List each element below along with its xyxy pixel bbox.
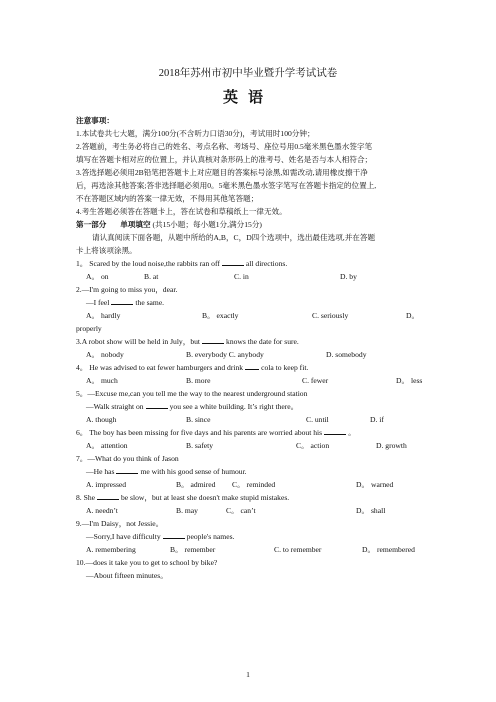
section-name: 单项填空: [120, 220, 151, 229]
answer-blank: [111, 298, 133, 305]
section-info: (共15小题；每小题1分,满分15分): [152, 220, 262, 229]
notice-heading: 注意事项：: [76, 116, 114, 125]
option-d: D。 remembered: [362, 545, 415, 554]
option-c: C. fewer: [302, 376, 329, 385]
notice-item: 后，再选涂其他答案;答非选择题必须用0。5毫米黑色墨水签字笔写在答题卡指定的位置上,: [76, 181, 377, 190]
option-a: A。 nobody: [86, 350, 124, 359]
option-a: A. needn’t: [86, 506, 118, 515]
question-9-reply: —Sorry,I have difficulty people's names.: [86, 532, 235, 541]
option-b-c: B. everybody C. anybody: [186, 350, 264, 359]
option-a: A. impressed: [86, 480, 127, 489]
option-a: A。 much: [86, 376, 118, 385]
option-c: C. until: [306, 415, 329, 424]
option-b: B. safety: [186, 441, 213, 450]
option-b: B. may: [176, 506, 198, 515]
option-b: B。 exactly: [202, 311, 239, 320]
option-d: D。: [406, 311, 420, 320]
notice-item: 2.答题前，考生务必将自己的姓名、考点名称、考场号、座位号用0.5毫米黑色墨水签字笔: [76, 142, 373, 151]
question-6-stem: 6。 The boy has been missing for five days and his parents are worried about his 。: [76, 428, 356, 437]
question-2-stem: 2.—I'm going to miss you，dear.: [76, 285, 178, 294]
subject-title: 英语: [222, 90, 273, 106]
option-b: B。 remember: [170, 545, 216, 554]
option-a: A. though: [86, 415, 117, 424]
question-7-stem: 7。—What do you think of Jason: [76, 454, 179, 463]
part-header: [76, 220, 262, 230]
notice-item: 3.答选择题必须用2B铅笔把答题卡上对应题目的答案标号涂黑,如需改动,请用橡皮擦干净: [76, 168, 368, 177]
question-10-stem: 10.—does it take you to get to school by bike?: [76, 558, 218, 567]
question-9-stem: 9.—I'm Daisy，not Jessie。: [76, 519, 164, 528]
option-b: B. more: [186, 376, 211, 385]
answer-blank: [163, 532, 185, 539]
option-c: C. in: [234, 272, 249, 281]
answer-blank: [222, 259, 244, 266]
option-d: D. if: [370, 415, 384, 424]
option-c: C. seriously: [312, 311, 349, 320]
option-c: C。 can’t: [226, 506, 256, 515]
option-a: A. remembering: [86, 545, 136, 554]
instruction: 请认真阅读下面各题，从题中所给的A,B，C，D四个选项中，选出最佳选项,并在答题: [92, 233, 376, 242]
question-8-stem: 8. She be slow，but at least she doesn't make stupid mistakes.: [76, 493, 290, 502]
instruction: 卡上将该项涂黑。: [76, 246, 137, 255]
option-a: A。 on: [86, 272, 109, 281]
question-10-reply: —About fifteen minutes。: [86, 571, 168, 580]
exam-title: 2018年苏州市初中毕业暨升学考试试卷: [158, 68, 338, 79]
option-d: D。 less: [396, 376, 423, 385]
option-b: B。 admired: [176, 480, 216, 489]
page-number: 1: [246, 670, 250, 679]
option-c: C。 action: [296, 441, 330, 450]
option-b: B. at: [144, 272, 159, 281]
question-7-reply: —He has me with his good sense of humour.: [86, 467, 247, 476]
notice-item: 4.考生答题必须答在答题卡上，答在试卷和草稿纸上一律无效。: [76, 207, 287, 216]
option-c: C。 reminded: [232, 480, 276, 489]
question-5-stem: 5。—Excuse me,can you tell me the way to the nearest underground station: [76, 389, 308, 398]
option-a: A。 hardly: [86, 311, 121, 320]
option-b: B. since: [186, 415, 211, 424]
question-3-stem: 3.A robot show will be held in July，but knows the date for sure.: [76, 337, 299, 346]
option-d: D. growth: [376, 441, 407, 450]
question-5-reply: —Walk straight on you see a white building. It’s right there。: [86, 402, 299, 411]
question-4-stem: 4。 He was advised to eat fewer hamburgers and drink cola to keep fit.: [76, 363, 309, 372]
question-2-reply: —I feel the same.: [86, 298, 165, 307]
answer-blank: [97, 493, 119, 500]
part-label: 第一部分: [76, 220, 107, 229]
option-d: D. by: [340, 272, 357, 281]
answer-blank: [324, 428, 346, 435]
option-d: D。 warned: [356, 480, 394, 489]
answer-blank: [146, 402, 168, 409]
notice-item: 1.本试卷共七大题，满分100分(不含听力口语30分)，考试用时100分钟；: [76, 129, 315, 138]
option-d: D。 shall: [356, 506, 386, 515]
notice-item: 填写在答题卡相对应的位置上，并认真核对条形码上的准考号、姓名是否与本人相符合；: [76, 155, 373, 164]
notice-item: 不在答题区域内的答案一律无效，不得用其他笔答题；: [76, 194, 259, 203]
option-a: A。 attention: [86, 441, 128, 450]
option-d-text: properly: [76, 324, 102, 333]
option-d: D. somebody: [326, 350, 367, 359]
answer-blank: [245, 363, 259, 370]
question-1-stem: 1。 Scared by the loud noise,the rabbits ran off all directions.: [76, 259, 288, 268]
answer-blank: [202, 337, 224, 344]
option-c: C. to remember: [274, 545, 322, 554]
answer-blank: [116, 467, 138, 474]
